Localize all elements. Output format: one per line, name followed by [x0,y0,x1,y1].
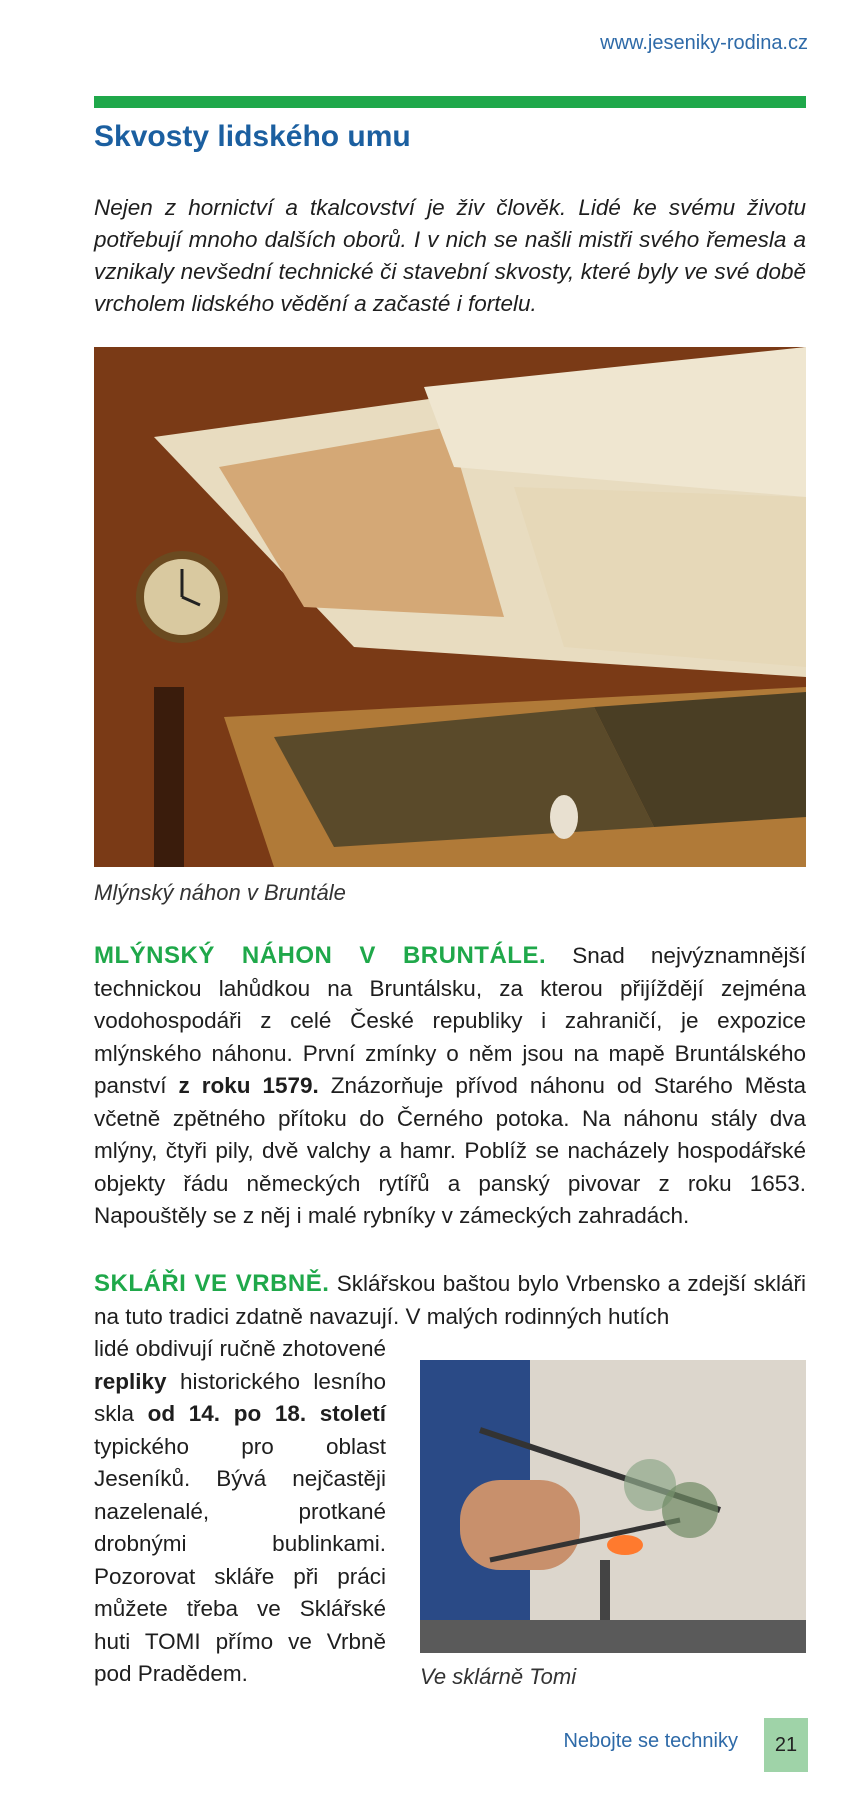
top-rule [94,96,806,108]
section-title: Skvosty lidského umu [94,120,411,153]
article-mill-race [94,940,806,1233]
article-lead-glassmakers: SKLÁŘI VE VRBNĚ. [94,1270,330,1297]
page-number: 21 [764,1718,808,1772]
article-bold-text: z roku 1579. [178,1073,319,1098]
article-glassmakers-intro [94,1268,806,1333]
article-text: Znázorňuje přívod náhonu od Starého Města včetně zpětného přítoku do Černého potoka. Na náhonu stály dva mlýny, čtyři pily, dvě valchy a hamr. Poblíž se nacházely hospodářské objekty řádu německých rytířů a panský pivovar z roku 1653. Napouštěly se z něj i malé rybníky v zámeckých zahradách. [94,1073,806,1228]
mill-race-exhibition-photo [94,347,806,867]
photo-caption-mill-race: Mlýnský náhon v Bruntále [94,880,346,905]
mill-race-illustration [94,347,806,867]
intro-paragraph: Nejen z hornictví a tkalcovství je živ člověk. Lidé ke svému životu potřebují mnoho dalších oborů. I v nich se našli mistři svého řemesla a vznikaly nevšední technické či stavební skvosty, které byly ve své době vrcholem lidského vědění a začasté i fortelu. [94,195,806,316]
article-bold-text: repliky [94,1368,167,1394]
article-lead-mill-race: MLÝNSKÝ NÁHON V BRUNTÁLE. [94,942,547,969]
site-url[interactable]: www.jeseniky-rodina.cz [600,32,808,54]
article-glassmakers-body [94,1333,386,1691]
article-text: typického pro oblast Jeseníků. Bývá nejčastěji nazelenalé, protkané drobnými bublinkami. Pozorovat skláře při práci můžete třeba ve Sklářské huti TOMI přímo ve Vrbně pod Pradědem. [94,1433,386,1686]
glassblowing-illustration [420,1360,806,1653]
article-text: historického lesního skla [94,1368,386,1426]
article-text: Snad nejvýznamnější technickou lahůdkou na Bruntálsku, za kterou přijíždějí zejména vodohospodáři z celé České republiky i zahraničí, je expozice mlýnského náhonu. První zmínky o něm jsou na mapě Bruntálského panství [94,943,806,1098]
footer-section-label: Nebojte se techniky [563,1730,738,1752]
article-text: Sklářskou baštou bylo Vrbensko a zdejší skláři na tuto tradici zdatně navazují. V malých rodinných hutích [94,1271,806,1329]
article-text: lidé obdivují ručně zhotovené [94,1336,386,1361]
photo-caption-glassworks: Ve sklárně Tomi [420,1664,577,1689]
glassblowing-photo [420,1360,806,1653]
article-bold-text: od 14. po 18. století [147,1401,387,1426]
